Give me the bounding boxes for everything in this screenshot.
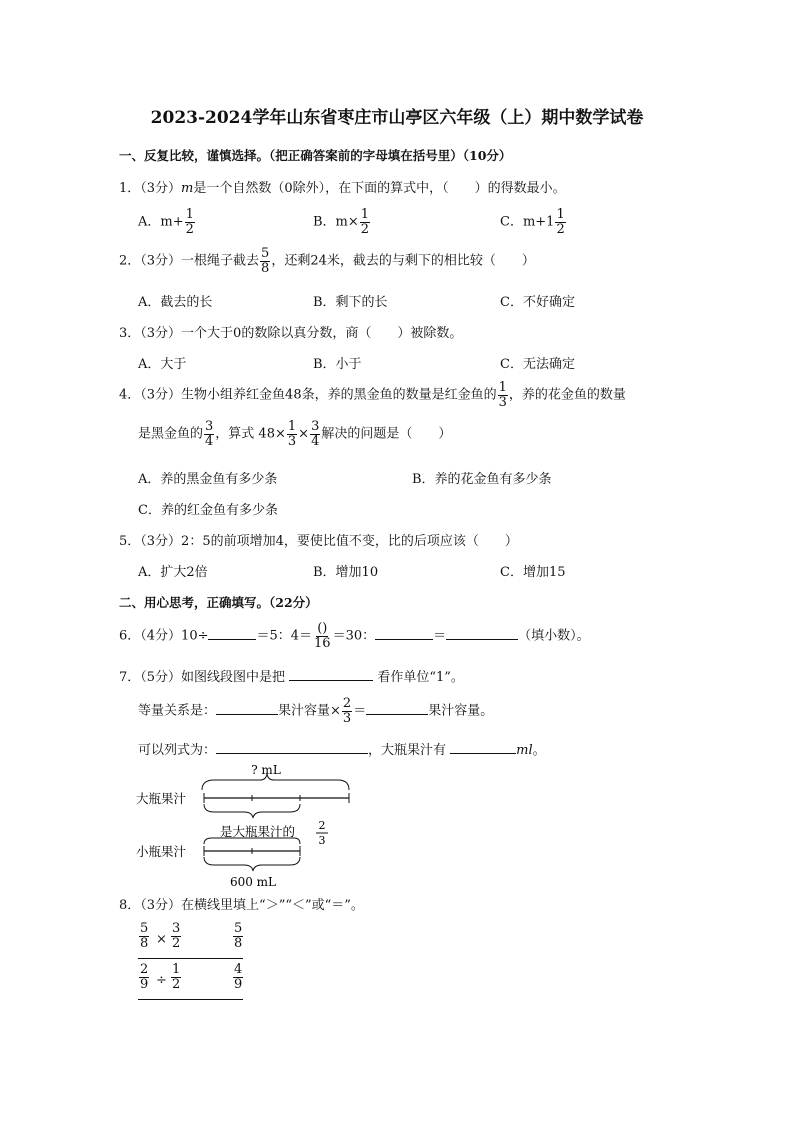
question-1-option-c[interactable] <box>500 208 567 236</box>
question-4-line-2 <box>138 420 451 448</box>
fraction: $\frac{2}{9}$ <box>140 962 149 992</box>
fraction: $\frac{5}{8}$ <box>234 921 243 951</box>
question-2-suffix: ，还剩24米，截去的与剩下的相比较（ ） <box>271 253 535 269</box>
fraction: $\frac{1}{2}$ <box>185 207 194 237</box>
big-bottle-label: 大瓶果汁 <box>136 791 187 806</box>
question-2-option-a[interactable]: A．截去的长 <box>138 295 213 310</box>
question-5-option-c[interactable]: C．增加15 <box>500 565 566 580</box>
page-title: 2023-2024学年山东省枣庄市山亭区六年级（上）期中数学试卷 <box>150 108 644 128</box>
question-2 <box>119 247 535 275</box>
question-1-option-a[interactable] <box>138 208 196 236</box>
fraction: $\frac{5}{8}$ <box>261 246 270 276</box>
question-5: 5．（3分）2：5的前项增加4，要使比值不变，比的后项应该（ ） <box>119 534 518 549</box>
question-3-option-c[interactable]: C．无法确定 <box>500 357 575 372</box>
juice-segment-diagram <box>134 760 374 890</box>
text: 6．（4分）10÷ <box>119 628 209 644</box>
question-3-option-b[interactable]: B．小于 <box>313 357 362 372</box>
comparison-row-2[interactable] <box>138 963 243 1000</box>
text: 果汁容量× <box>278 703 341 719</box>
question-2-option-b[interactable]: B．剩下的长 <box>313 295 388 310</box>
option-label: A．m+ <box>138 214 184 230</box>
answer-blank[interactable] <box>375 627 433 640</box>
text: ，养的花金鱼的数量 <box>508 387 626 403</box>
text: 。 <box>532 743 546 758</box>
text: ，大瓶果汁有 <box>368 743 447 758</box>
option-label: C．m+1 <box>500 214 555 230</box>
question-2-option-c[interactable]: C．不好确定 <box>500 295 575 310</box>
middle-fraction-numerator: 2 <box>318 819 326 832</box>
section-1-heading: 一、反复比较，谨慎选择。（把正确答案前的字母填在括号里）（10分） <box>119 148 512 163</box>
question-4-option-c[interactable]: C．养的红金鱼有多少条 <box>138 503 278 518</box>
question-8: 8．（3分）在横线里填上“＞”“＜”或“＝”。 <box>119 898 364 913</box>
text: 等量关系是： <box>138 703 217 719</box>
question-6 <box>119 622 590 650</box>
answer-blank[interactable] <box>366 702 428 715</box>
text: ＝ <box>353 703 367 719</box>
fraction: $\frac{1}{2}$ <box>360 207 370 237</box>
answer-blank[interactable] <box>446 627 518 640</box>
fraction: $\frac{()}{16}$ <box>314 621 331 651</box>
bottom-brace <box>204 857 300 871</box>
text: 4．（3分）生物小组养红金鱼48条，养的黑金鱼的数量是红金鱼的 <box>119 387 497 403</box>
question-3-option-a[interactable]: A．大于 <box>138 357 187 372</box>
small-bottle-label: 小瓶果汁 <box>136 844 187 859</box>
middle-fraction-denominator: 3 <box>318 834 326 847</box>
text: ＝ <box>433 628 447 644</box>
question-4-line-1 <box>119 381 626 409</box>
fraction: $\frac{3}{4}$ <box>311 419 320 449</box>
question-7-line-1 <box>119 666 464 685</box>
text: 解决的问题是（ ） <box>321 426 452 442</box>
unit: ml <box>516 743 533 758</box>
question-1-prefix: 1．（3分） <box>119 181 182 196</box>
option-label: B．m× <box>313 214 359 230</box>
text: 可以列式为： <box>138 743 217 758</box>
text: 是黑金鱼的 <box>138 426 204 442</box>
middle-brace <box>204 804 300 818</box>
operator: ÷ <box>156 973 167 988</box>
question-5-option-b[interactable]: B．增加10 <box>313 565 379 580</box>
question-1-option-b[interactable] <box>313 208 371 236</box>
question-4-option-a[interactable]: A．养的黑金鱼有多少条 <box>138 472 278 487</box>
fraction: $\frac{4}{9}$ <box>234 962 243 992</box>
question-5-option-a[interactable]: A．扩大2倍 <box>138 565 208 580</box>
top-label: ? mL <box>251 763 281 777</box>
question-3: 3．（3分）一个大于0的数除以真分数，商（ ）被除数。 <box>119 326 463 341</box>
question-7-line-3 <box>138 739 546 758</box>
section-2-heading: 二、用心思考，正确填写。（22分） <box>119 595 318 610</box>
question-1-variable: m <box>181 181 194 196</box>
answer-blank[interactable] <box>216 741 368 754</box>
text: ，算式 48× <box>215 426 286 442</box>
answer-blank[interactable] <box>450 741 516 754</box>
comparison-row-1[interactable] <box>138 922 243 959</box>
fraction: $\frac{1}{2}$ <box>172 962 181 992</box>
text: ＝30： <box>332 628 376 644</box>
fraction: $\frac{1}{3}$ <box>498 380 507 410</box>
fraction: $\frac{1}{2}$ <box>556 207 565 237</box>
text: 看作单位“1”。 <box>377 670 464 685</box>
answer-blank[interactable] <box>289 668 373 681</box>
question-1 <box>119 177 566 196</box>
text: ＝5：4＝ <box>256 628 313 644</box>
fraction: $\frac{2}{3}$ <box>342 696 352 726</box>
text: × <box>298 426 310 442</box>
question-1-text: 是一个自然数（0除外），在下面的算式中，（ ）的得数最小。 <box>193 181 566 196</box>
fraction: $\frac{1}{3}$ <box>287 419 297 449</box>
question-7-line-2 <box>138 697 493 725</box>
text: （填小数）。 <box>518 628 590 644</box>
answer-blank[interactable] <box>216 702 278 715</box>
fraction: $\frac{3}{2}$ <box>172 921 181 951</box>
middle-text: 是大瓶果汁的 <box>220 824 296 839</box>
question-2-prefix: 2．（3分）一根绳子截去 <box>119 253 260 269</box>
question-4-option-b[interactable]: B．养的花金鱼有多少条 <box>412 472 552 487</box>
answer-blank[interactable] <box>208 627 256 640</box>
fraction: $\frac{5}{8}$ <box>140 921 149 951</box>
text: 7．（5分）如图线段图中是把 <box>119 670 286 685</box>
fraction: $\frac{3}{4}$ <box>205 419 214 449</box>
bottom-label: 600 mL <box>229 875 277 889</box>
operator: × <box>156 932 167 947</box>
text: 果汁容量。 <box>428 703 494 719</box>
